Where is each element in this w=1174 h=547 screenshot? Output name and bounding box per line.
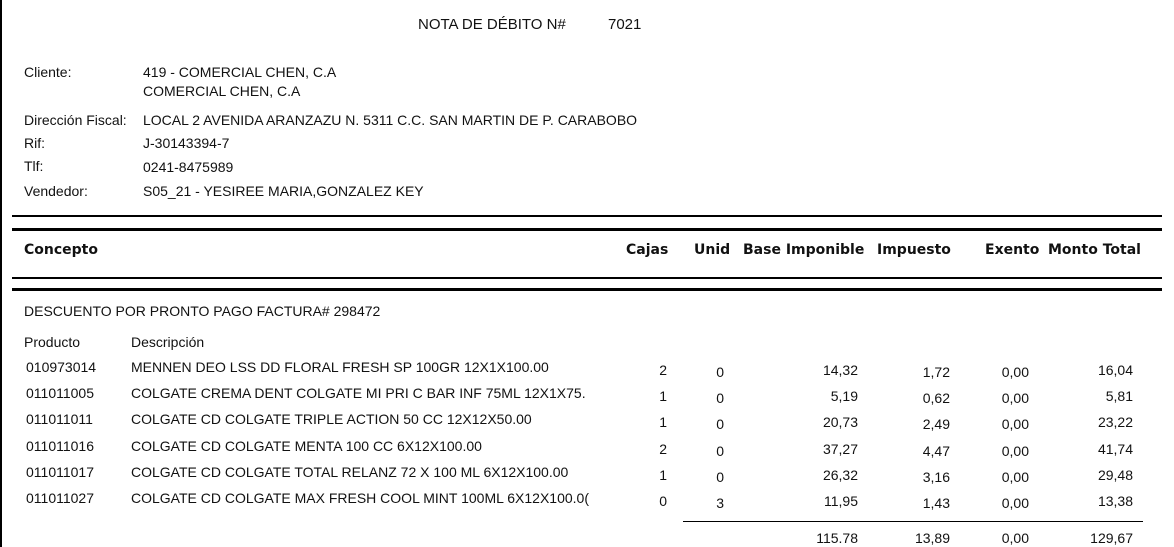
- row-exento: 0,00: [1001, 364, 1029, 380]
- col-header-exento: Exento: [985, 242, 1040, 258]
- row-base: 11,95: [824, 493, 858, 509]
- row-imp: 0,62: [922, 390, 950, 407]
- row-total: 16,04: [1097, 362, 1133, 378]
- col-header-unid: Unid: [694, 242, 731, 258]
- row-total: 5,81: [1105, 388, 1133, 405]
- row-unid: 0: [716, 468, 724, 485]
- row-cajas: 1: [659, 466, 667, 483]
- row-code: 010973014: [26, 359, 97, 375]
- page-left-border: [0, 0, 2, 547]
- row-unid: 0: [716, 442, 724, 459]
- row-unid: 0: [716, 364, 724, 380]
- row-desc: COLGATE CD COLGATE MENTA 100 CC 6X12X100.00: [131, 437, 482, 454]
- row-desc: COLGATE CREMA DENT COLGATE MI PRI C BAR INF 75ML 12X1X75.: [131, 385, 586, 402]
- total-impuesto: 13,89: [914, 530, 950, 546]
- row-cajas: 1: [659, 388, 667, 405]
- row-cajas: 0: [659, 493, 667, 509]
- row-imp: 2,49: [922, 416, 950, 433]
- row-imp: 4,47: [922, 442, 950, 459]
- row-exento: 0,00: [1001, 390, 1029, 407]
- header-rule-bottom-thick: [12, 288, 1162, 291]
- row-unid: 0: [716, 390, 724, 407]
- row-exento: 0,00: [1001, 468, 1029, 485]
- row-total: 41,74: [1097, 440, 1133, 457]
- client-line2: COMERCIAL CHEN, C.A: [143, 83, 301, 99]
- header-rule-top-thick: [12, 228, 1162, 231]
- row-base: 14,32: [822, 362, 858, 378]
- row-imp: 1,72: [922, 364, 950, 380]
- client-line1: 419 - COMERCIAL CHEN, C.A: [143, 64, 337, 80]
- col-header-cajas: Cajas: [626, 242, 669, 258]
- row-code: 011011005: [26, 385, 94, 402]
- document-number: 7021: [608, 16, 642, 33]
- row-base: 37,27: [822, 440, 858, 457]
- col-header-impuesto: Impuesto: [877, 242, 951, 258]
- row-cajas: 2: [659, 362, 667, 378]
- row-code: 011011016: [26, 437, 94, 454]
- col-header-concepto: Concepto: [24, 242, 98, 258]
- row-exento: 0,00: [1001, 442, 1029, 459]
- rif-label: Rif:: [24, 135, 45, 151]
- totals-rule: [683, 521, 1143, 522]
- row-desc: COLGATE CD COLGATE MAX FRESH COOL MINT 100ML 6X12X100.0(: [131, 490, 589, 506]
- total-exento: 0,00: [1001, 530, 1029, 546]
- row-total: 29,48: [1097, 466, 1133, 483]
- col-header-total: Monto Total: [1048, 242, 1141, 258]
- row-desc: COLGATE CD COLGATE TRIPLE ACTION 50 CC 12X12X50.00: [131, 411, 532, 428]
- total-monto: 129,67: [1090, 530, 1133, 546]
- row-unid: 3: [716, 495, 724, 511]
- row-base: 20,73: [822, 414, 858, 431]
- header-rule-top-thin: [12, 215, 1162, 217]
- row-desc: MENNEN DEO LSS DD FLORAL FRESH SP 100GR 12X1X100.00: [131, 359, 549, 375]
- address-label: Dirección Fiscal:: [24, 112, 127, 128]
- subheader-descripcion: Descripción: [131, 334, 205, 350]
- rif-value: J-30143394-7: [143, 135, 230, 151]
- tlf-value: 0241-8475989: [143, 159, 234, 175]
- row-cajas: 2: [659, 440, 667, 457]
- subheader-producto: Producto: [24, 334, 81, 350]
- total-base: 115.78: [816, 530, 858, 546]
- row-exento: 0,00: [1001, 495, 1029, 511]
- row-exento: 0,00: [1001, 416, 1029, 433]
- col-header-base: Base Imponible: [743, 242, 865, 258]
- tlf-label: Tlf:: [24, 158, 44, 174]
- header-rule-bottom-thin: [12, 277, 1162, 279]
- row-desc: COLGATE CD COLGATE TOTAL RELANZ 72 X 100 ML 6X12X100.00: [131, 463, 569, 480]
- row-code: 011011027: [26, 490, 94, 506]
- row-code: 011011011: [26, 411, 93, 428]
- row-base: 26,32: [822, 466, 858, 483]
- row-imp: 1,43: [922, 495, 950, 511]
- row-imp: 3,16: [922, 468, 950, 485]
- vendor-label: Vendedor:: [24, 183, 88, 199]
- client-label: Cliente:: [24, 64, 72, 80]
- row-unid: 0: [716, 416, 724, 433]
- row-code: 011011017: [26, 463, 94, 480]
- concept-line: DESCUENTO POR PRONTO PAGO FACTURA# 298472: [24, 303, 381, 319]
- vendor-value: S05_21 - YESIREE MARIA,GONZALEZ KEY: [143, 183, 424, 199]
- row-cajas: 1: [659, 414, 667, 431]
- address-value: LOCAL 2 AVENIDA ARANZAZU N. 5311 C.C. SAN MARTIN DE P. CARABOBO: [143, 112, 638, 128]
- row-base: 5,19: [830, 388, 858, 405]
- document-title: NOTA DE DÉBITO N#: [418, 16, 566, 33]
- row-total: 13,38: [1097, 493, 1133, 509]
- row-total: 23,22: [1097, 414, 1133, 431]
